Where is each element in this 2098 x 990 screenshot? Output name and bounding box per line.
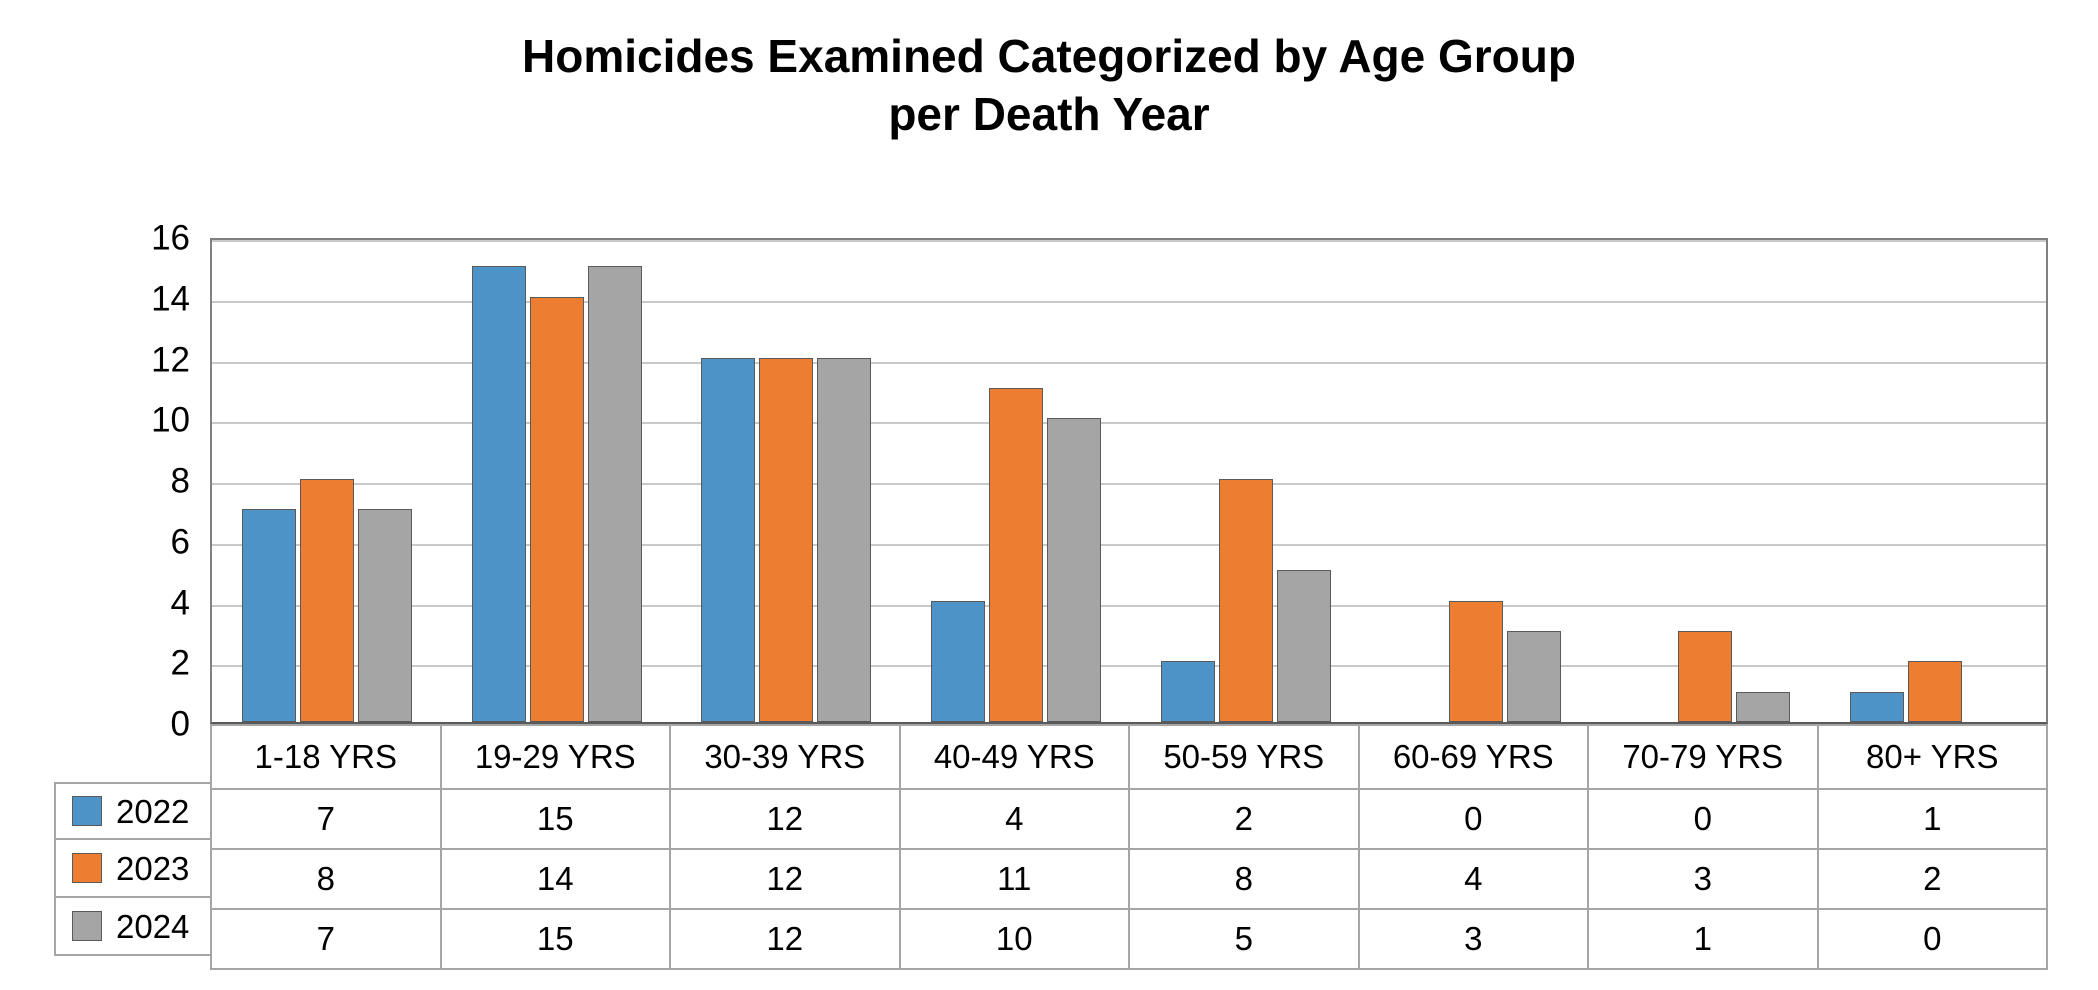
- y-axis-label: 8: [170, 461, 190, 501]
- bar[interactable]: [1908, 661, 1962, 722]
- category-header-cell: 50-59 YRS: [1129, 725, 1359, 789]
- category-header-cell: 30-39 YRS: [670, 725, 900, 789]
- table-cell: 14: [441, 849, 671, 909]
- bar[interactable]: [931, 601, 985, 723]
- bar[interactable]: [1449, 601, 1503, 723]
- plot-area: [210, 238, 2048, 724]
- bar[interactable]: [1277, 570, 1331, 722]
- y-axis-label: 12: [151, 340, 190, 379]
- table-cell: 3: [1359, 909, 1589, 969]
- y-axis-label: 10: [151, 400, 190, 440]
- table-cell: 11: [900, 849, 1130, 909]
- table-cell: 8: [211, 849, 441, 909]
- table-cell: 7: [211, 789, 441, 849]
- bar-group: [442, 240, 672, 722]
- bar[interactable]: [817, 358, 871, 723]
- bar[interactable]: [530, 297, 584, 722]
- bar-group: [1820, 240, 2050, 722]
- table-cell: 4: [900, 789, 1130, 849]
- table-cell: 15: [441, 909, 671, 969]
- y-axis-label: 4: [170, 583, 190, 622]
- bar[interactable]: [989, 388, 1043, 722]
- table-cell: 0: [1588, 789, 1818, 849]
- data-table: [210, 724, 2048, 970]
- table-cell: 12: [670, 909, 900, 969]
- table-row: [211, 849, 2047, 909]
- category-header-cell: 40-49 YRS: [900, 725, 1130, 789]
- legend-item[interactable]: [54, 898, 212, 956]
- bar-group: [672, 240, 902, 722]
- legend-label: 2024: [116, 907, 190, 945]
- bar[interactable]: [358, 509, 412, 722]
- y-axis-label: 6: [170, 522, 190, 562]
- legend: [54, 782, 212, 956]
- data-table-body: [211, 725, 2047, 969]
- y-axis-label: 2: [170, 643, 190, 683]
- chart-title-line-1: Homicides Examined Categorized by Age Group: [522, 30, 1576, 82]
- table-cell: 10: [900, 909, 1130, 969]
- table-cell: 4: [1359, 849, 1589, 909]
- table-cell: 3: [1588, 849, 1818, 909]
- table-cell: 12: [670, 789, 900, 849]
- y-axis-label: 16: [151, 218, 190, 258]
- bar[interactable]: [242, 509, 296, 722]
- table-cell: 12: [670, 849, 900, 909]
- legend-item[interactable]: [54, 840, 212, 898]
- legend-label: 2022: [116, 792, 190, 830]
- y-axis-label: 14: [151, 279, 190, 319]
- table-cell: 0: [1359, 789, 1589, 849]
- category-header-cell: 70-79 YRS: [1588, 725, 1818, 789]
- bar-group: [1131, 240, 1361, 722]
- table-cell: 15: [441, 789, 671, 849]
- category-header-cell: 1-18 YRS: [211, 725, 441, 789]
- bar[interactable]: [759, 358, 813, 723]
- bar[interactable]: [472, 266, 526, 722]
- category-header-cell: 60-69 YRS: [1359, 725, 1589, 789]
- table-row: [211, 909, 2047, 969]
- bar[interactable]: [1507, 631, 1561, 722]
- table-cell: 1: [1588, 909, 1818, 969]
- table-cell: 8: [1129, 849, 1359, 909]
- bar-group: [1361, 240, 1591, 722]
- legend-label: 2023: [116, 849, 190, 887]
- table-row: [211, 789, 2047, 849]
- bar[interactable]: [1219, 479, 1273, 722]
- legend-swatch-icon: [72, 911, 102, 941]
- table-cell: 7: [211, 909, 441, 969]
- y-axis-label: 0: [170, 704, 190, 744]
- bar-group: [901, 240, 1131, 722]
- category-header-cell: 19-29 YRS: [441, 725, 671, 789]
- table-cell: 2: [1129, 789, 1359, 849]
- legend-swatch-icon: [72, 796, 102, 826]
- table-header-row: [211, 725, 2047, 789]
- y-axis-tick-labels: [110, 218, 202, 744]
- chart-title: [0, 28, 2098, 143]
- table-cell: 5: [1129, 909, 1359, 969]
- bar[interactable]: [1161, 661, 1215, 722]
- legend-swatch-icon: [72, 853, 102, 883]
- bar-group: [212, 240, 442, 722]
- legend-item[interactable]: [54, 782, 212, 840]
- bar[interactable]: [1047, 418, 1101, 722]
- bars-layer: [212, 240, 2046, 722]
- bar[interactable]: [701, 358, 755, 723]
- table-cell: 1: [1818, 789, 2048, 849]
- table-cell: 0: [1818, 909, 2048, 969]
- chart-title-line-2: per Death Year: [888, 87, 1210, 140]
- bar[interactable]: [588, 266, 642, 722]
- category-header-cell: 80+ YRS: [1818, 725, 2048, 789]
- table-cell: 2: [1818, 849, 2048, 909]
- bar[interactable]: [1850, 692, 1904, 722]
- bar[interactable]: [300, 479, 354, 722]
- bar[interactable]: [1736, 692, 1790, 722]
- bar[interactable]: [1678, 631, 1732, 722]
- bar-group: [1591, 240, 1821, 722]
